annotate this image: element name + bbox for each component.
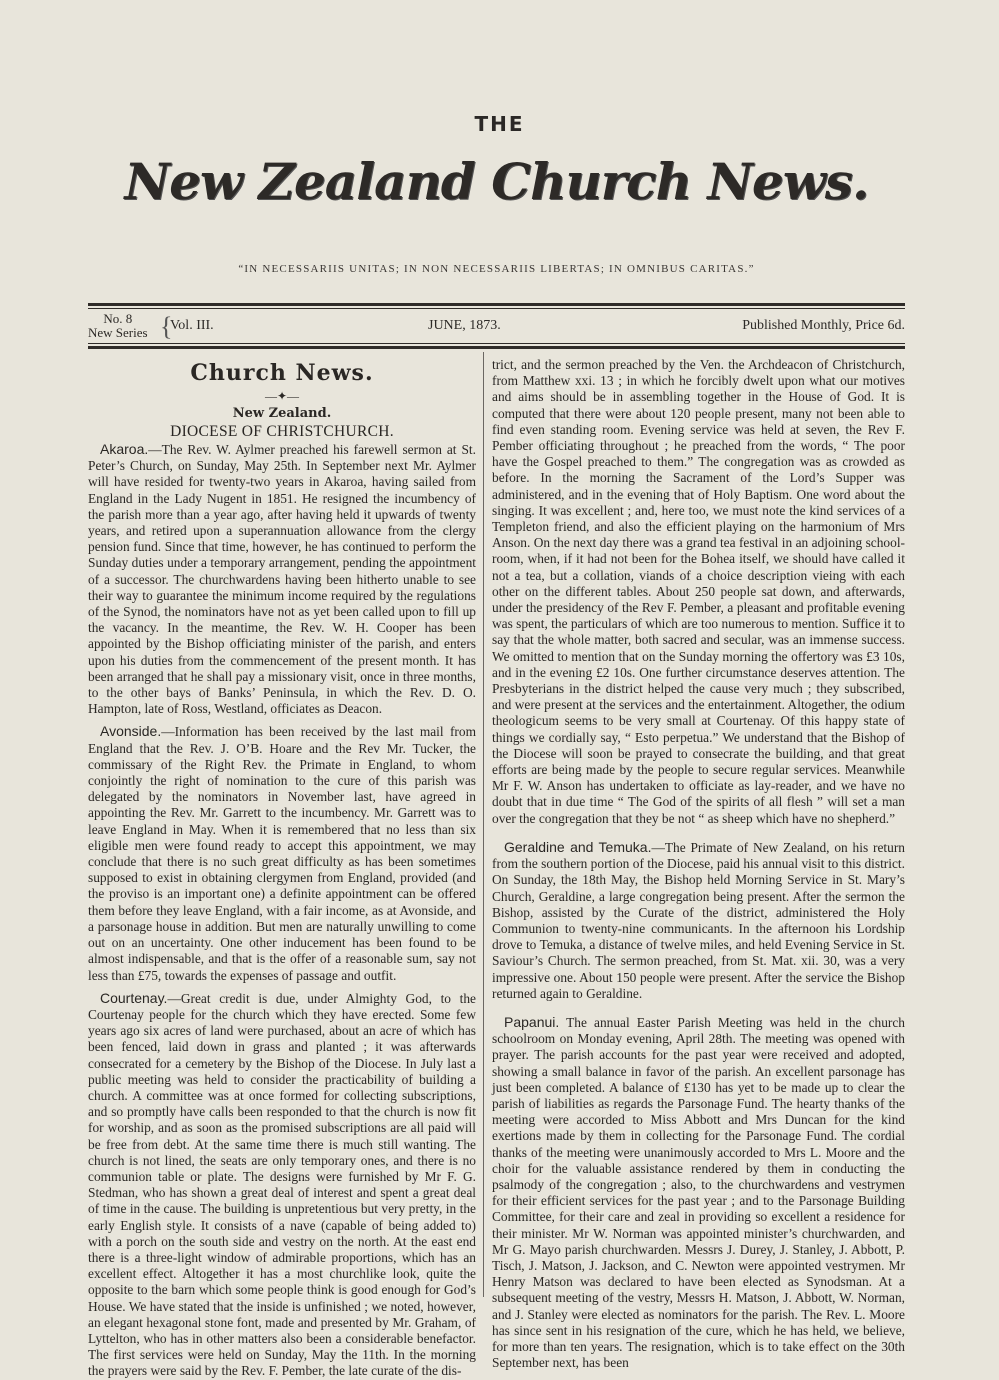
article-lead: Papanui. — [504, 1013, 560, 1030]
left-column — [88, 355, 476, 1380]
article-text: —The Rev. W. Aylmer preached his farewell sermon at St. Peter’s Church, on Sunday, May 25th. In September next Mr. Aylmer will have resided for twenty-two years in Akaroa, having sailed from England in the Lady Nugent in 1851. He resigned the incumbency of the parish more than a year ago, after having held it upwards of twenty years, and retired upon a superannuation allowance from the clergy pension fund. Since that time, however, he has continued to perform the Sunday duties under a temporary arrangement, pending the appointment of a successor. The churchwardens having been hitherto unable to see their way to guarantee the minimum income required by the regulations of the Synod, the nominators have not as yet been called upon to fill up the vacancy. In the meantime, the Rev. W. H. Cooper has been appointed by the Bishop officiating minister of the parish, and enters upon his duties from the commencement of the present month. It has been arranged that he shall pay a missionary visit, once in three months, to the other bays of Banks’ Peninsula, in which the Rev. D. O. Hampton, late of Ross, Westland, officiates as Deacon. — [88, 442, 476, 717]
article-lead: Akaroa. — [100, 441, 149, 457]
article-lead: Geraldine and Temuka. — [504, 838, 652, 855]
right-column — [492, 357, 905, 1371]
article-text: —The Primate of New Zealand, on his return from the southern portion of the Diocese, paid his annual visit to this district. On Sunday, the 18th May, the Bishop held Morning Service in St. Mary’s Church, Geraldine, a large congregation being present. After the sermon the Bishop, assisted by the Curate of the district, administered the Holy Communion to twenty-nine communicants. In the afternoon his Lordship drove to Temuka, a distance of twelve miles, and held Evening Service in St. Saviour’s Church. The sermon preached, from St. Mat. xii. 30, was a very impressive one. About 150 people were present. After the service the Bishop returned again to Geraldine. — [492, 839, 905, 1001]
article-akaroa — [88, 441, 476, 717]
article-lead: Courtenay. — [100, 989, 168, 1006]
article-text: —Great credit is due, under Almighty God, to the Courtenay people for the church which they have erected. Some few years ago six acres of land were purchased, about an acre of which has been fenced, laid down in grass and planted ; it was afterwards consecrated for a cemetery by the Bishop of the Diocese. In July last a public meeting was held to consider the practicability of building a church. A committee was at once formed for collecting subscriptions, and so promptly have calls been responded to that the church is now fit for worship, and as soon as the promised subscriptions are all paid will be free from debt. At the same time there is much still wanting. The church is not lined, the seats are only temporary ones, and there is no communion table or plate. The designs were furnished by Mr F. G. Stedman, who has shown a great deal of interest and spent a great deal of time in the cause. The building is unpretentious but very pretty, in the early English style. It consists of a nave (capable of being added to) with a porch on the south side and vestry on the north. At the east end there is a three-light window of admirable proportions, which has an excellent effect. Altogether it has a most churchlike look, quite the opposite to the barn which some people think is good enough for God’s House. We have stated that the inside is unfinished ; we noted, however, an elegant hexagonal stone font, made and presented by Mr. Graham, of Lyttelton, who has in other matters also been a considerable benefactor. The first services were held on Sunday, May the 11th. In the morning the prayers were said by the Rev. F. Pember, the late curate of the dis- — [88, 990, 476, 1379]
header-rule — [88, 346, 905, 349]
masthead-the: THE — [474, 112, 525, 136]
motto: “IN NECESSARIIS UNITAS; IN NON NECESSARIIS LIBERTAS; IN OMNIBUS CARITAS.” — [238, 263, 755, 275]
header-rule-thin — [88, 343, 905, 344]
issue-number: No. 8 — [103, 311, 133, 326]
issue-volume: Vol. III. — [170, 318, 214, 333]
ornament-icon: —✦— — [264, 389, 300, 403]
column-divider — [483, 352, 484, 1297]
issue-series: New Series — [88, 325, 148, 340]
diocese-heading: DIOCESE OF CHRISTCHURCH. — [170, 423, 394, 440]
newspaper-title: New Zealand Church News. — [124, 152, 869, 211]
article-text: —Information has been received by the last mail from England that the Rev. J. O’B. Hoare and the Rev Mr. Tucker, the commissary of the Right Rev. the Primate in England, to whom conjointly the right of nomination to the cure of this parish was delegated by the nominators in November last, have agreed in appointing the Rev. Mr. Garrett to the incumbency. Mr. Garrett was to leave England in May. When it is remembered that no less than six eligible men were found ready to accept this appointment, we may conclude that there is no such great difficulty as has been sometimes supposed to exist in obtaining clergymen from England, provided (and the proviso is an important one) a definite appointment can be offered them before they leave England, with a fair income, as at Avonside, and a parsonage house in addition. But men are naturally unwilling to come out on an uncertainty. One other inducement has been found to be almost indispensable, and that is the offer of a reasonable sum, say not less than £75, towards the expenses of passage and outfit. — [88, 724, 476, 983]
issue-header — [88, 312, 905, 344]
issue-number-block — [88, 312, 148, 340]
article-text: trict, and the sermon preached by the Ven. the Archdeacon of Christchurch, from Matthew xxi. 13 ; in which he forcibly dwelt upon what our motives and aims should be in assembling together in the House of God. It is computed that there were about 120 people present, many not been able to find even standing room. Evening service was held at seven, the Rev F. Pember officiating throughout ; he preached from the words, “ The poor have the Gospel preached to them.” The congregation was as crowded as before. In the morning the Sacrament of the Lord’s Supper was administered, and in the evening that of Holy Baptism. One word about the singing. It was excellent ; and, here too, we must note the kind services of a Templeton friend, and also the efficient playing on the harmonium of Mrs Anson. On the next day there was a grand tea festival in an adjoining school-room, when, if it had not been for the Bohea itself, we should have called it not a tea, but a collation, viands of a choice description vieing with each other on the different tables. About 250 people sat down, and afterwards, under the presidency of the Rev F. Pember, a pleasant and profitable evening was spent, the particulars of which are too numerous to mention. Suffice it to say that the whole matter, both sacred and secular, was an immense success. We omitted to mention that on the Sunday morning the offertory was £3 10s, and in the evening £2 10s. One further circumstance deserves attention. The Presbyterians in the district helped the cause very much ; they subscribed, and were present at the services and the entertainment. Altogether, the odium theologicum seems to be very small at Courtenay. Of this happy state of things we cordially say, “ Esto perpetua.” We understand that the Bishop of the Diocese will soon be prayed to consecrate the building, and that great efforts are being made by the people to secure regular services. Meanwhile Mr F. W. Anson has undertaken to officiate as lay-reader, and we have no doubt that in due time “ The God of the spirits of all flesh ” will set a man over the congregation that they be not “ as sheep which have no shepherd.” — [492, 357, 905, 826]
article-courtenay-continued — [492, 357, 905, 827]
top-rule — [88, 303, 905, 306]
issue-price: Published Monthly, Price 6d. — [742, 318, 905, 333]
article-papanui — [492, 1014, 905, 1371]
section-subtitle: New Zealand. — [232, 406, 332, 421]
section-title: Church News. — [190, 360, 374, 386]
article-lead: Avonside. — [100, 723, 162, 740]
article-courtenay — [88, 990, 476, 1380]
article-avonside — [88, 723, 476, 983]
issue-date: JUNE, 1873. — [428, 318, 501, 333]
article-text: The annual Easter Parish Meeting was held in the church schoolroom on Monday evening, April 28th. The meeting was opened with prayer. The parish accounts for the past year were received and adopted, showing a small balance in favor of the parish. An excellent parsonage has just been completed. A balance of £130 has yet to be made up to clear the parish of liabilities as regards the Parsonage Fund. The hearty thanks of the meeting were accorded to Miss Abbott and Mrs Duncan for the kind exertions made by them in collecting for the Parsonage Fund. The cordial thanks of the meeting were unanimously accorded to Mrs L. Moore and the choir for the valuable assistance rendered by them in conducting the psalmody of the congregation ; also, to the churchwardens and vestrymen for their efficient services for the past year ; and to the Parsonage Building Committee, for their care and zeal in providing so excellent a residence for their minister. Mr W. Norman was appointed minister’s churchwarden, and Mr G. Mayo parish churchwarden. Messrs J. Durey, J. Stanley, J. Abbott, P. Tisch, J. Matson, J. Jackson, and C. Newton were appointed vestrymen. Mr Henry Matson was declared to have been elected as Synodsman. At a subsequent meeting of the vestry, Messrs H. Matson, J. Abbott, W. Norman, and J. Stanley were elected as nominators for the parish. The Rev. L. Moore has since sent in his resignation of the cure, which he has held, we believe, for more than ten years. The resignation, which is to take effect on the 30th September next, has been — [492, 1014, 905, 1371]
article-geraldine-temuka — [492, 839, 905, 1002]
top-rule-thin — [88, 308, 905, 309]
brace-divider: { — [160, 312, 173, 341]
